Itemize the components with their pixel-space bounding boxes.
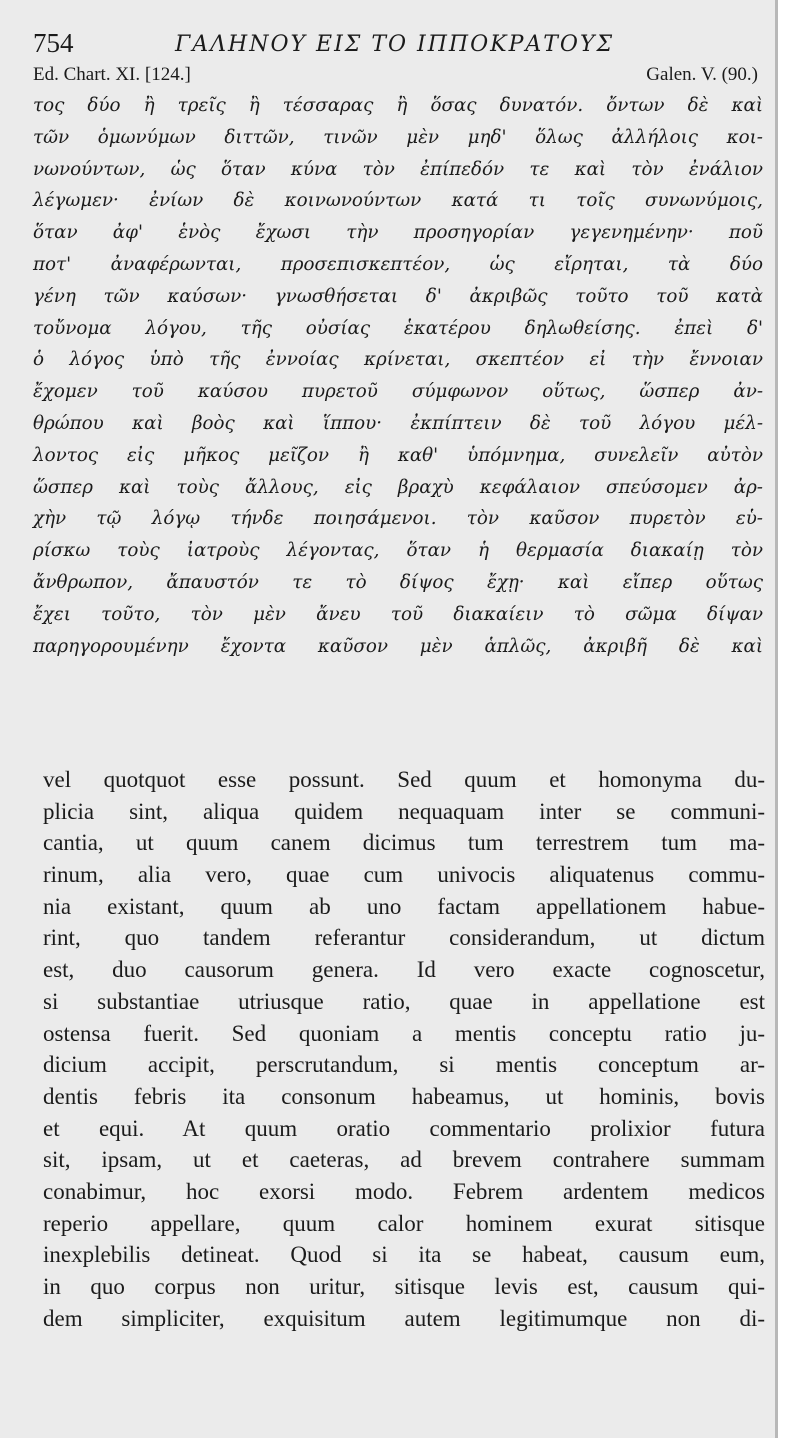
latin-text-line: sit, ipsam, ut et caeteras, ad brevem contrahere summam	[43, 1147, 765, 1173]
latin-text-line: nia existant, quum ab uno factam appellationem habue-	[43, 893, 765, 919]
latin-text-line: vel quotquot esse possunt. Sed quum et homonyma du-	[43, 767, 765, 792]
latin-text-line: dentis febris ita consonum habeamus, ut hominis, bovis	[43, 1083, 765, 1109]
greek-text-line: ἔχομεν τοῦ καύσου πυρετοῦ σύμφωνον οὕτως, ὥσπερ ἀν-	[33, 381, 763, 403]
latin-text-line: inexplebilis detineat. Quod si ita se habeat, causum eum,	[43, 1242, 765, 1268]
edition-reference: Ed. Chart. XI. [124.]	[33, 64, 191, 85]
page-number: 754	[33, 28, 74, 58]
greek-text-line: τος δύο ἢ τρεῖς ἢ τέσσαρας ἢ ὅσας δυνατόν. ὄντων δὲ καὶ	[33, 95, 763, 116]
greek-text-line: θρώπου καὶ βοὸς καὶ ἵππου· ἐκπίπτειν δὲ τοῦ λόγου μέλ-	[33, 412, 763, 434]
page-header	[0, 28, 778, 64]
latin-text-line: dem simpliciter, exquisitum autem legitimumque non di-	[43, 1305, 765, 1331]
latin-text-line: cantia, ut quum canem dicimus tum terrestrem tum ma-	[43, 830, 765, 856]
greek-text-line: ποτ' ἀναφέρωνται, προσεπισκεπτέον, ὡς εἴρηται, τὰ δύο	[33, 253, 763, 275]
greek-text-line: γένη τῶν καύσων· γνωσθήσεται δ' ἀκριβῶς τοῦτο τοῦ κατὰ	[33, 285, 763, 307]
greek-text-line: τοὔνομα λόγου, τῆς οὐσίας ἑκατέρου δηλωθείσης. ἐπεὶ δ'	[33, 317, 763, 339]
greek-text-line: ἔχει τοῦτο, τὸν μὲν ἄνευ τοῦ διακαίειν τὸ σῶμα δίψαν	[33, 603, 763, 625]
greek-text-line: τῶν ὁμωνύμων διττῶν, τινῶν μὲν μηδ' ὅλως ἀλλήλοις κοι-	[33, 126, 763, 148]
greek-text-line: ὁ λόγος ὑπὸ τῆς ἐννοίας κρίνεται, σκεπτέον εἰ τὴν ἔννοιαν	[33, 349, 763, 371]
greek-text-line: ὅταν ἀφ' ἑνὸς ἔχωσι τὴν προσηγορίαν γεγενημένην· ποῦ	[33, 222, 763, 244]
greek-text-line: παρηγορουμένην ἔχοντα καῦσον μὲν ἁπλῶς, ἀκριβῆ δὲ καὶ	[33, 635, 763, 657]
latin-text-line: rint, quo tandem referantur considerandum, ut dictum	[43, 925, 765, 951]
greek-text-block	[33, 90, 763, 662]
latin-text-line: rinum, alia vero, quae cum univocis aliquatenus commu-	[43, 862, 765, 888]
running-title: ΓΑΛΗΝΟΥ ΕΙΣ ΤΟ ΙΠΠΟΚΡΑΤΟΥΣ	[175, 32, 615, 57]
greek-text-line: λοντος εἰς μῆκος μεῖζον ἢ καθ' ὑπόμνημα, συνελεῖν αὐτὸν	[33, 444, 763, 466]
latin-text-line: conabimur, hoc exorsi modo. Febrem ardentem medicos	[43, 1178, 765, 1204]
latin-text-line: plicia sint, aliqua quidem nequaquam inter se communi-	[43, 798, 765, 824]
latin-text-line: et equi. At quum oratio commentario prolixior futura	[43, 1115, 765, 1141]
galen-reference: Galen. V. (90.)	[646, 64, 758, 85]
greek-text-line: ἄνθρωπον, ἄπαυστόν τε τὸ δίψος ἔχῃ· καὶ εἴπερ οὕτως	[33, 571, 763, 593]
latin-text-line: ostensa fuerit. Sed quoniam a mentis conceptu ratio ju-	[43, 1020, 765, 1046]
latin-text-block	[43, 764, 765, 1334]
latin-text-line: si substantiae utriusque ratio, quae in appellatione est	[43, 988, 765, 1014]
latin-text-line: in quo corpus non uritur, sitisque levis est, causum qui-	[43, 1274, 765, 1299]
greek-text-line: λέγωμεν· ἐνίων δὲ κοινωνούντων κατά τι τοῖς συνωνύμοις,	[33, 190, 763, 212]
latin-text-line: reperio appellare, quum calor hominem exurat sitisque	[43, 1210, 765, 1236]
greek-text-line: χὴν τῷ λόγῳ τήνδε ποιησάμενοι. τὸν καῦσον πυρετὸν εὑ-	[33, 508, 763, 530]
greek-text-line: ρίσκω τοὺς ἰατροὺς λέγοντας, ὅταν ἡ θερμασία διακαίῃ τὸν	[33, 540, 763, 562]
latin-text-line: dicium accipit, perscrutandum, si mentis conceptum ar-	[43, 1052, 765, 1078]
greek-text-line: ὥσπερ καὶ τοὺς ἄλλους, εἰς βραχὺ κεφάλαιον σπεύσομεν ἀρ-	[33, 476, 763, 498]
greek-text-line: νωνούντων, ὡς ὅταν κύνα τὸν ἐπίπεδόν τε καὶ τὸν ἐνάλιον	[33, 158, 763, 180]
latin-text-line: est, duo causorum genera. Id vero exacte cognoscetur,	[43, 957, 765, 983]
